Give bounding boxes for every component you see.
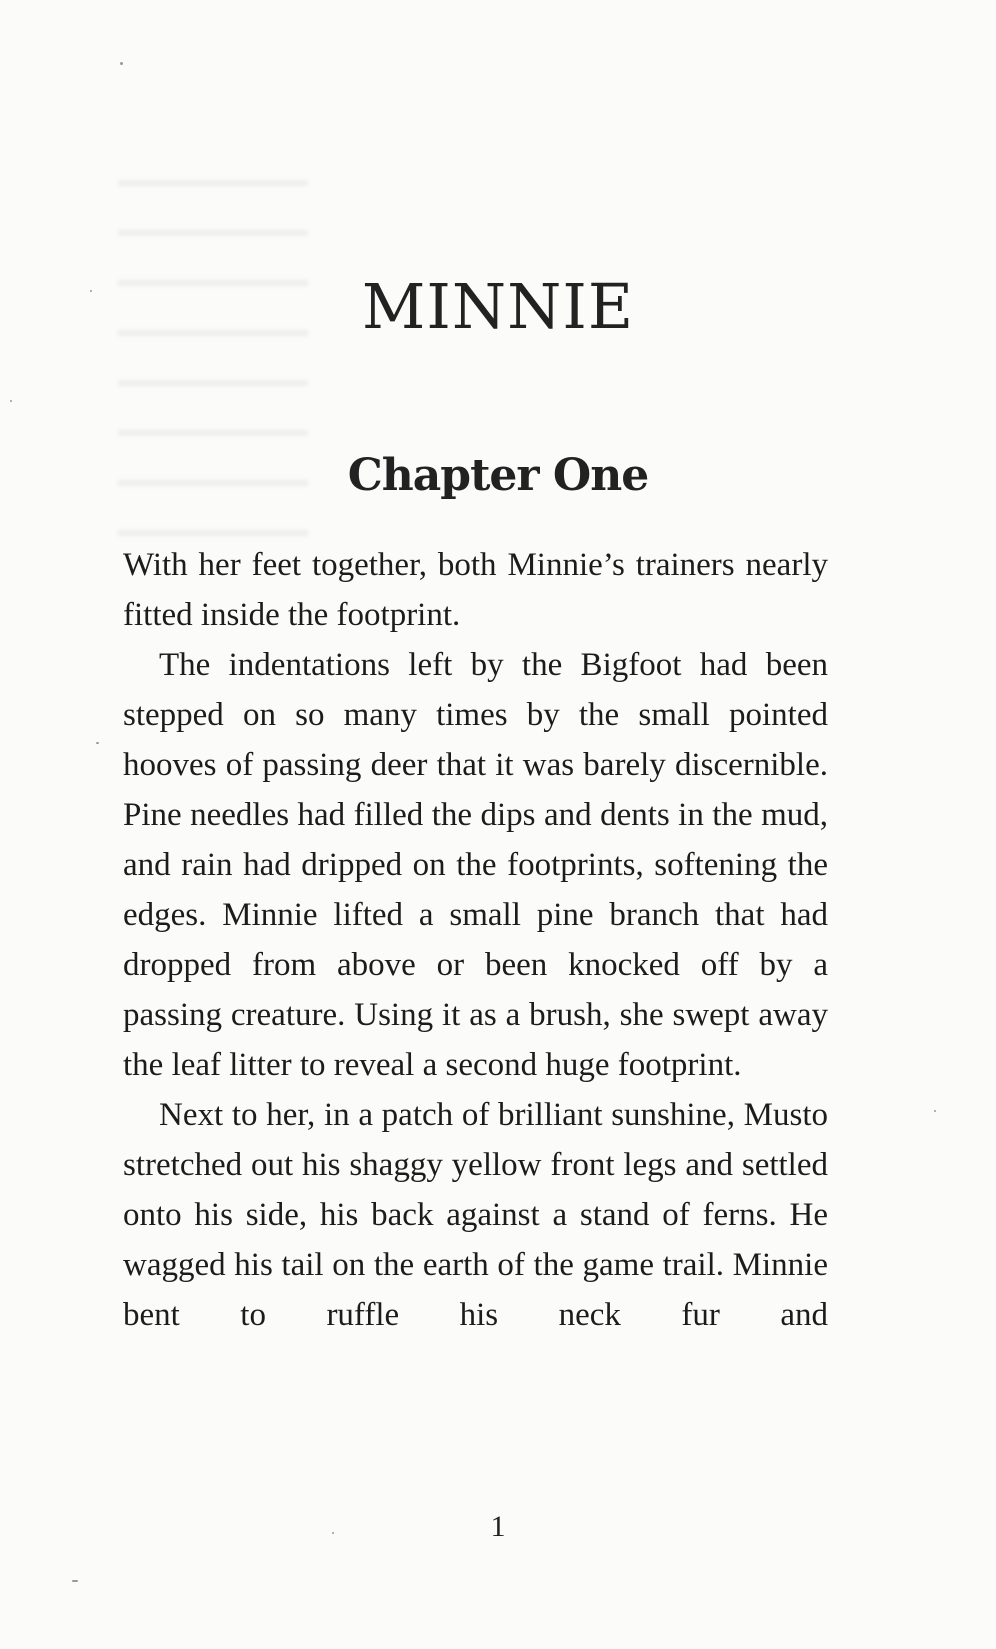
scan-speck [120, 62, 123, 65]
scan-speck [96, 742, 99, 744]
scan-speck [72, 1580, 78, 1582]
chapter-character-name: MINNIE [361, 270, 635, 343]
scan-speck [332, 1532, 334, 1534]
show-through-text [118, 150, 308, 560]
paragraph-3: Next to her, in a patch of brilliant sunshine, Musto stretched out his shaggy yellow front legs and settled onto his side, his back against a stand of ferns. He wagged his tail on the earth of the game trail. Minnie bent to ruffle his neck fur and [123, 1097, 828, 1333]
paragraph-1: With her feet together, both Minnie’s trainers nearly fitted inside the footprint. [123, 547, 828, 633]
chapter-heading: Chapter One [347, 450, 649, 501]
scan-speck [90, 290, 92, 292]
body-text [123, 540, 828, 1340]
page-number: 1 [490, 1510, 506, 1543]
scan-speck [934, 1110, 936, 1112]
paragraph-2: The indentations left by the Bigfoot had been stepped on so many times by the small pointed hooves of passing deer that it was barely discernible. Pine needles had filled the dips and dents in the mud, and rain had dripped on the footprints, softening the edges. Minnie lifted a small pine branch that had dropped from above or been knocked off by a passing creature. Using it as a brush, she swept away the leaf litter to reveal a second huge footprint. [123, 647, 828, 1083]
scan-speck [10, 400, 12, 402]
